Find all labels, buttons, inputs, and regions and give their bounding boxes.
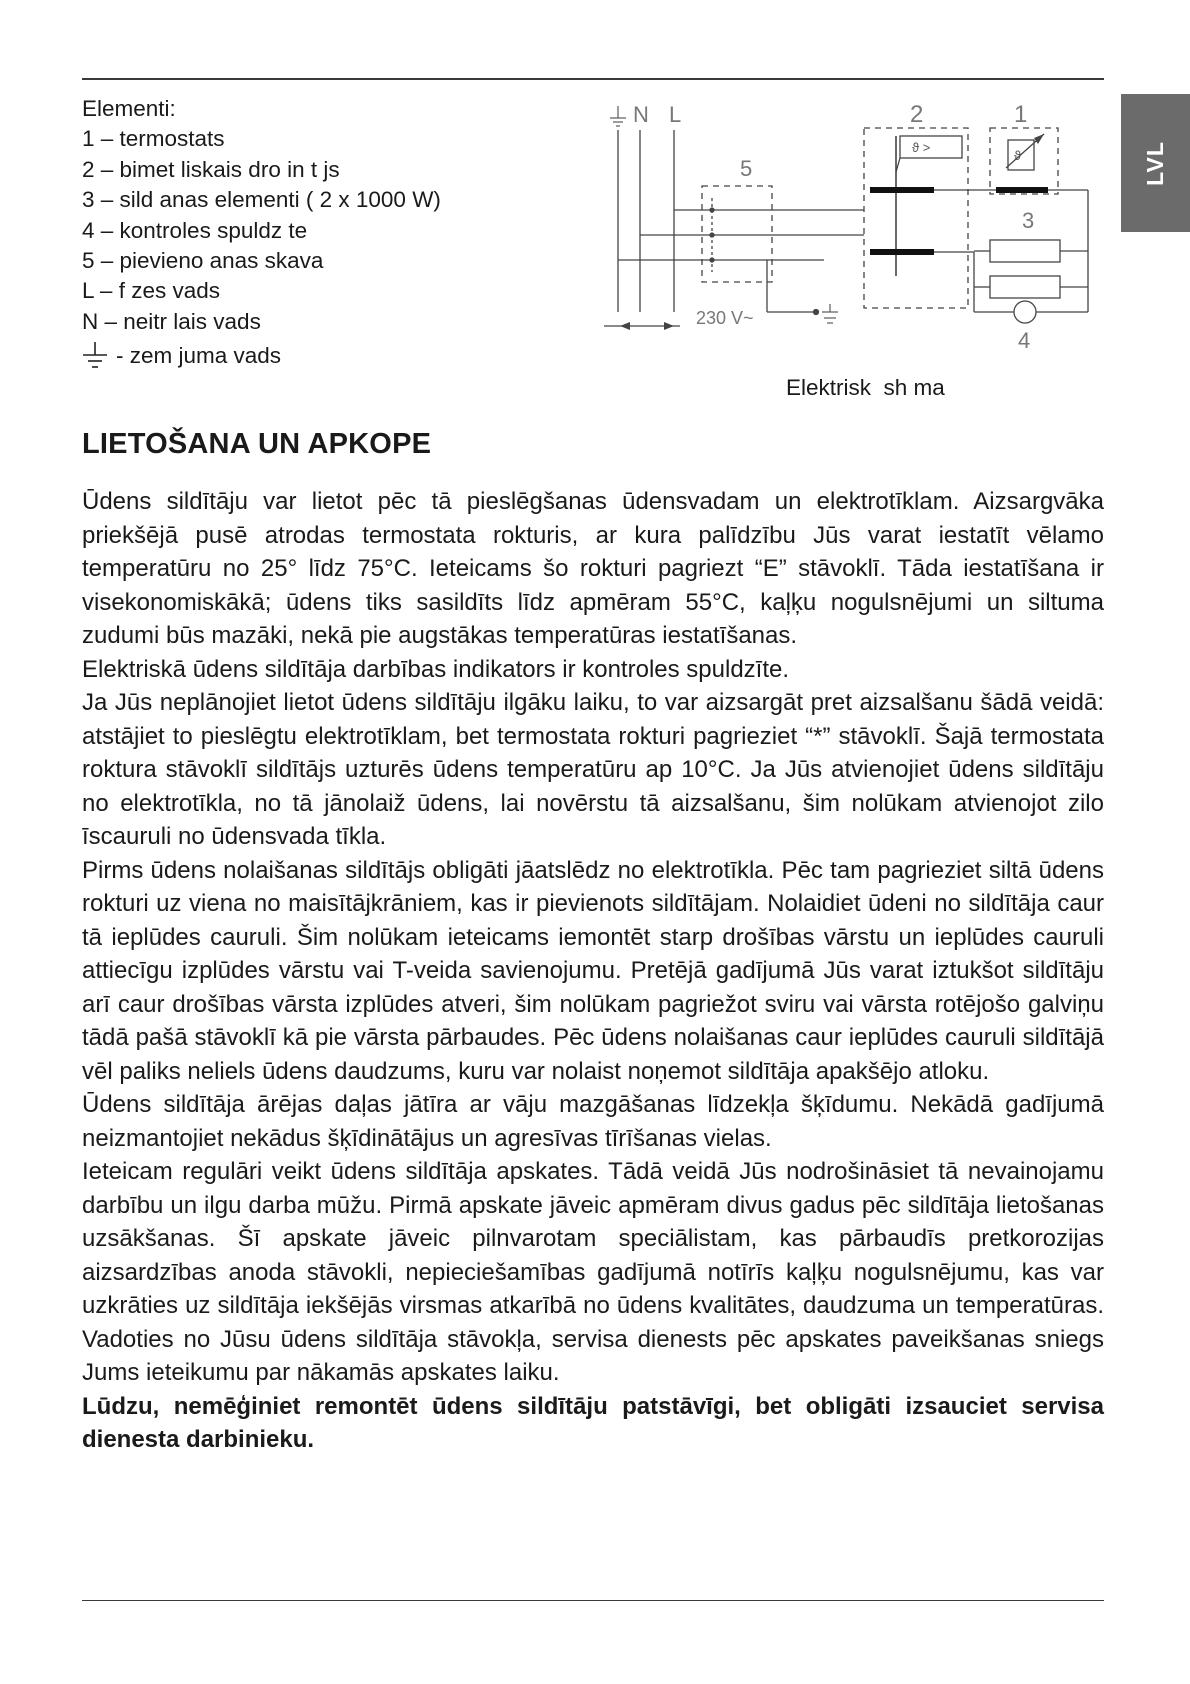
- heating-element-2: [990, 276, 1060, 298]
- thermostat-box: [990, 128, 1058, 194]
- wiring-diagram: [604, 100, 1109, 368]
- diagram-label-n: N: [633, 102, 649, 127]
- elements-title: Elementi:: [82, 96, 176, 121]
- legend-item-ground: [82, 341, 562, 371]
- bottom-divider: [82, 1600, 1104, 1601]
- svg-text:ϑ: ϑ: [1014, 148, 1022, 163]
- diagram-label-2: 2: [910, 101, 924, 128]
- diagram-voltage: 230 V~: [696, 308, 754, 328]
- svg-text:ϑ >: ϑ >: [912, 140, 931, 155]
- diagram-label-1: 1: [1014, 101, 1028, 128]
- paragraph: Ja Jūs neplānojiet lietot ūdens sildītāju ilgāku laiku, to var aizsargāt pret aizsalšanu šādā veidā: atstājiet to pieslēgtu elektrotīklam, bet termostata rokturi pagrieziet “*” stāvoklī. Šajā termostata roktura stāvoklī sildītājs uzturēs ūdens temperatūru ap 10°C. Ja Jūs atvienojiet ūdens sildītāju no elektrotīkla, no tā jānolaiž ūdens, lai novērstu tā aizsalšanu, šim nolūkam atvienojot zilo īscauruli no ūdensvada tīkla.: [82, 689, 1104, 850]
- paragraph: Ūdens sildītāja ārējas daļas jātīra ar vāju mazgāšanas līdzekļa šķīdumu. Nekādā gadījumā neizmantojiet nekādus šķīdinātājus un agresīvas tīrīšanas vielas.: [82, 1091, 1104, 1152]
- paragraph: Ūdens sildītāju var lietot pēc tā pieslēgšanas ūdensvadam un elektrotīklam. Aizsargvāka priekšējā pusē atrodas termostata rokturis, ar kura palīdzību Jūs varat iestatīt vēlamo temperatūru no 25° līdz 75°C. Ieteicams šo rokturi pagriezt “E” stāvoklī. Tāda iestatīšana ir visekonomiskākā; ūdens tiks sasildīts līdz apmēram 55°C, kaļķu nogulsnējumi un siltuma zudumi būs mazāki, nekā pie augstākas temperatūras iestatīšanas.: [82, 488, 1104, 649]
- language-tab: [1121, 94, 1190, 232]
- legend-item: N – neitr lais vads: [82, 308, 261, 334]
- paragraph: Elektriskā ūdens sildītāja darbības indikators ir kontroles spuldzīte.: [82, 655, 790, 683]
- diagram-label-4: 4: [1018, 328, 1031, 353]
- legend-item: 4 – kontroles spuldz te: [82, 217, 308, 243]
- diagram-label-l: L: [669, 102, 682, 127]
- legend-item: 3 – sild anas elementi ( 2 x 1000 W): [82, 187, 441, 213]
- elements-legend: [82, 94, 562, 372]
- diagram-ground-symbol-icon: [610, 106, 626, 126]
- legend-item: L – f zes vads: [82, 278, 220, 304]
- section-title: LIETOŠANA UN APKOPE: [82, 428, 432, 460]
- bimetal-cutout-box: [864, 128, 968, 308]
- schematic-caption: Elektrisk sh ma: [786, 375, 945, 400]
- legend-item: 5 – pievieno anas skava: [82, 248, 324, 274]
- section-body: [82, 485, 1104, 1457]
- ground-label: - zem juma vads: [116, 343, 282, 369]
- paragraph: Ieteicam regulāri veikt ūdens sildītāja apskates. Tādā veidā Jūs nodrošināsiet tā nevainojamu darbību un ilgu darba mūžu. Pirmā apskate jāveic apmēram divus gadus pēc sildītāja lietošanas uzsākšanas. Šī apskate jāveic pilnvarotam speciālistam, kas pārbaudīs pretkorozijas aizsardzības anoda stāvokli, nepieciešamības gadījumā notīrīs kaļķu nogulsnējumu, kas var uzkrāties uz sildītāja iekšējās virsmas atkarībā no ūdens kvalitātes, daudzuma un temperatūras. Vadoties no Jūsu ūdens sildītāja stāvokļa, servisa dienests pēc apskates paveikšanas sniegs Jums ieteikumu par nākamās apskates laiku.: [82, 1158, 1104, 1386]
- diagram-label-3: 3: [1022, 208, 1035, 233]
- paragraph: Pirms ūdens nolaišanas sildītājs obligāti jāatslēdz no elektrotīkla. Pēc tam pagrieziet siltā ūdens rokturi uz viena no maisītājkrāniem, kas ir pievienots sildītājam. Nolaidiet ūdeni no sildītāja caur tā ieplūdes cauruli. Šim nolūkam ieteicams iemontēt starp drošības vārstu un ieplūdes cauruli attiecīgu izplūdes vārstu vai T-veida savienojumu. Pretējā gadījumā Jūs varat iztukšot sildītāju arī caur drošības vārsta izplūdes atveri, šim nolūkam pagriežot sviru vai vārsta rotējošo galviņu tādā pašā stāvoklī kā pie vārsta pārbaudes. Pēc ūdens nolaišanas caur ieplūdes cauruli sildītājā vēl paliks neliels ūdens daudzums, kuru var nolaist noņemot sildītāja apakšējo atloku.: [82, 856, 1104, 1085]
- top-divider: [82, 78, 1104, 80]
- legend-item: 1 – termostats: [82, 126, 225, 152]
- warning-paragraph: Lūdzu, nemēģiniet remontēt ūdens sildītāju patstāvīgi, bet obligāti izsauciet servisa dienesta darbinieku.: [82, 1392, 1104, 1453]
- language-tab-label: LVL: [1141, 140, 1168, 186]
- legend-item: 2 – bimet liskais dro in t js: [82, 156, 340, 182]
- control-lamp-icon: [1014, 301, 1036, 323]
- heating-element-1: [990, 240, 1060, 262]
- ground-symbol-icon: [82, 341, 108, 371]
- diagram-label-5: 5: [740, 156, 753, 181]
